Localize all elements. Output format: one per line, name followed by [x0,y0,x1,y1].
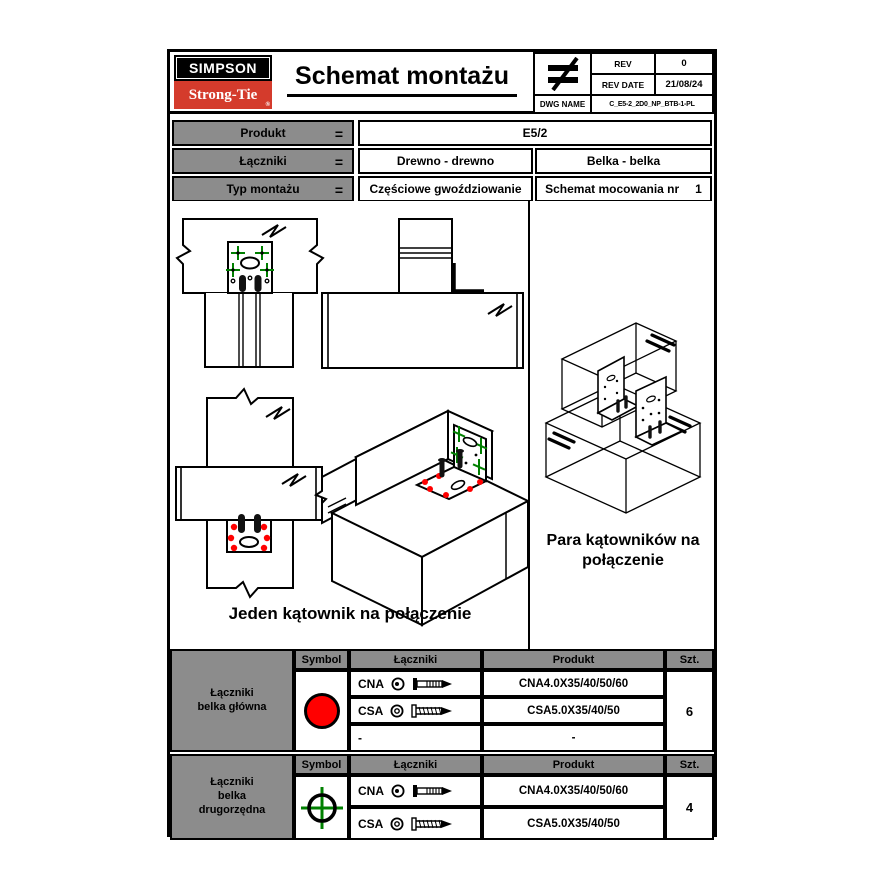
laczniki-label-cell: Łączniki = [172,148,354,174]
sheet-header [170,52,714,114]
col-header-fasteners: Łączniki [349,649,482,670]
simpson-strongtie-logo [174,55,272,111]
product-csa: CSA5.0X35/40/50 [482,697,665,724]
schemat-mocowania-number: 1 [695,182,702,196]
dwg-name-value: C_E5-2_2D0_NP_BTB-1-PL [592,96,712,112]
group-label-secondary-beam: Łączniki belka drugorzędna [170,754,294,840]
csa-screw-icon [411,817,455,831]
bottom-view-drawing [176,389,322,597]
product-cna: CNA4.0X35/40/50/60 [482,670,665,697]
drawing-sheet [167,49,717,837]
csa-head-icon [390,704,404,718]
dwg-name-label: DWG NAME [535,96,590,112]
fastener-table-main-beam [170,649,714,752]
produkt-label-cell: Produkt = [172,120,354,146]
col-header-fasteners: Łączniki [349,754,482,775]
laczniki-value-1: Drewno - drewno [358,148,533,174]
equals-sign: = [334,126,343,142]
col-header-symbol: Symbol [294,754,349,775]
rev-label: REV [592,54,654,73]
info-row-typ-montazu [172,176,712,202]
side-view-drawing [322,219,523,368]
col-header-qty: Szt. [665,649,714,670]
info-row-laczniki [172,148,712,174]
pair-bracket-isometric-drawing [532,201,714,649]
bracket-pair [598,357,682,445]
equals-sign: = [334,154,343,170]
nail-front [238,514,245,533]
logo-strongtie-text: Strong-Tie ® [174,81,272,109]
rev-date-value: 21/08/24 [656,75,712,94]
single-bracket-caption: Jeden kątownik na połączenie [228,604,472,623]
fastener-row-empty: - [349,724,482,752]
symbol-cell-secondary-beam [294,775,349,840]
logo-simpson-text: SIMPSON [174,55,272,81]
fastener-row-cna: CNA [349,775,482,807]
laczniki-value-2: Belka - belka [535,148,712,174]
bracket-profile [452,263,484,291]
csa-head-icon [390,817,404,831]
col-header-product: Produkt [482,754,665,775]
fastener-row-cna: CNA [349,670,482,697]
pair-bracket-pane [532,201,714,649]
qty-secondary-beam: 4 [665,775,714,840]
typ-montazu-label-cell: Typ montażu = [172,176,354,202]
registered-mark: ® [265,102,270,108]
qty-main-beam: 6 [665,670,714,752]
drawing-area [170,201,714,649]
csa-screw-icon [411,704,455,718]
product-cna: CNA4.0X35/40/50/60 [482,775,665,807]
col-header-qty: Szt. [665,754,714,775]
not-equal-logo-icon [535,54,590,94]
product-empty: - [482,724,665,752]
front-view-drawing [177,219,323,367]
cna-nail-icon [412,784,456,798]
typ-montazu-value: Częściowe gwoździowanie [358,176,533,202]
pair-bracket-caption: Para kątowników na połączenie [546,532,700,569]
nail-front [239,275,246,292]
group-label-main-beam: Łączniki belka główna [170,649,294,752]
equals-sign: = [334,182,343,198]
fastener-table-secondary-beam [170,754,714,840]
single-bracket-isometric-drawing [316,411,528,625]
revision-block [533,52,714,114]
schemat-mocowania-cell: Schemat mocowania nr 1 [535,176,712,202]
info-row-produkt [172,120,712,146]
col-header-product: Produkt [482,649,665,670]
rev-value: 0 [656,54,712,73]
cna-head-icon [391,677,405,691]
single-bracket-views-drawing [170,201,530,649]
fastener-row-csa: CSA [349,697,482,724]
col-header-symbol: Symbol [294,649,349,670]
red-circle-symbol [304,693,340,729]
rev-date-label: REV DATE [592,75,654,94]
cna-head-icon [391,784,405,798]
produkt-value: E5/2 [358,120,712,146]
nail-front [254,514,261,533]
green-crosshair-symbol [298,784,346,832]
cna-nail-icon [412,677,456,691]
page-title: Schemat montażu [274,62,530,97]
fastener-row-csa: CSA [349,807,482,840]
product-csa: CSA5.0X35/40/50 [482,807,665,840]
nail-front [255,275,262,292]
symbol-cell-main-beam [294,670,349,752]
single-bracket-pane [170,201,530,649]
